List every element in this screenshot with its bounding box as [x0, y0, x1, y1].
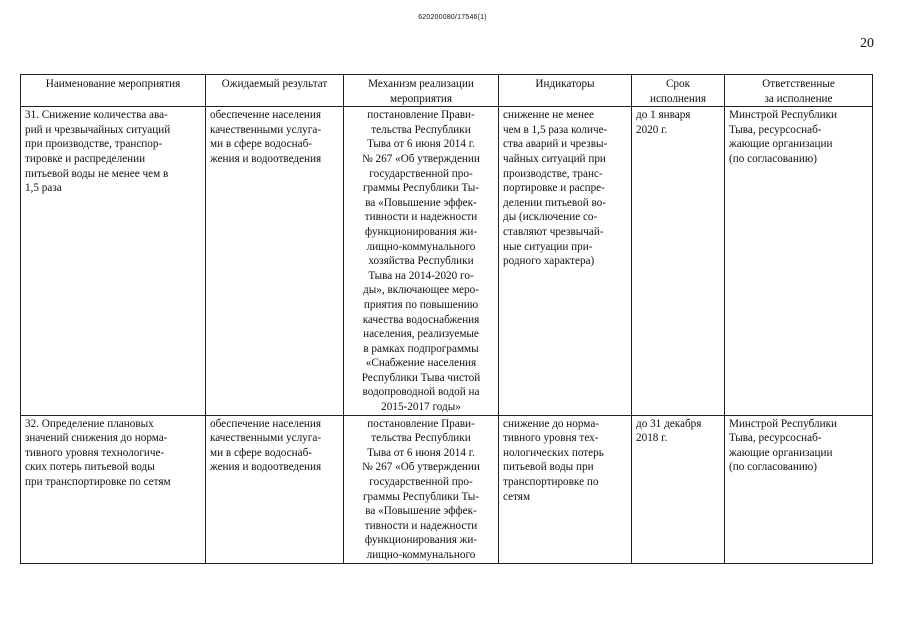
cell-responsible: Минстрой Республики Тыва, ресурсоснаб- жающие организации (по согласованию)	[725, 415, 873, 563]
header-responsible: Ответственные за исполнение	[725, 75, 873, 107]
cell-result: обеспечение населения качественными услуга- ми в сфере водоснаб- жения и водоотведения	[206, 107, 344, 415]
cell-deadline: до 31 декабря 2018 г.	[632, 415, 725, 563]
header-mechanism: Механизм реализации мероприятия	[344, 75, 499, 107]
cell-deadline: до 1 января 2020 г.	[632, 107, 725, 415]
table-header-row	[21, 75, 873, 107]
header-result: Ожидаемый результат	[206, 75, 344, 107]
document-id: 620200080/17546(1)	[418, 14, 487, 21]
measures-table	[20, 74, 873, 564]
cell-mechanism: постановление Прави- тельства Республики Тыва от 6 июня 2014 г. № 267 «Об утверждении государственной про- граммы Республики Ты- ва «Повышение эффек- тивности и надежности функционирования жи- лищно-коммунального	[344, 415, 499, 563]
cell-event: 32. Определение плановых значений снижения до норма- тивного уровня технологиче- ских потерь питьевой воды при транспортировке по сетям	[21, 415, 206, 563]
cell-indicators: снижение до норма- тивного уровня тех- нологических потерь питьевой воды при транспортировке по сетям	[499, 415, 632, 563]
cell-responsible: Минстрой Республики Тыва, ресурсоснаб- жающие организации (по согласованию)	[725, 107, 873, 415]
header-indicators: Индикаторы	[499, 75, 632, 107]
table-row	[21, 107, 873, 415]
cell-indicators: снижение не менее чем в 1,5 раза количе- ства аварий и чрезвы- чайных ситуаций при производстве, транс- портировке и распре- делении питьевой во- ды (исключение со- ставляют чрезвычай- ные ситуации при- родного характера)	[499, 107, 632, 415]
header-deadline: Срок исполнения	[632, 75, 725, 107]
cell-result: обеспечение населения качественными услуга- ми в сфере водоснаб- жения и водоотведения	[206, 415, 344, 563]
header-event: Наименование мероприятия	[21, 75, 206, 107]
page-number: 20	[860, 36, 874, 51]
table-row	[21, 415, 873, 563]
cell-mechanism: постановление Прави- тельства Республики Тыва от 6 июня 2014 г. № 267 «Об утверждении государственной про- граммы Республики Ты- ва «Повышение эффек- тивности и надежности функционирования жи- лищно-коммунального хозяйства Республики Тыва на 2014-2020 го- ды», включающее меро- приятия по повышению качества водоснабжения населения, реализуемые в рамках подпрограммы «Снабжение населения Республики Тыва чистой водопроводной водой на 2015-2017 годы»	[344, 107, 499, 415]
cell-event: 31. Снижение количества ава- рий и чрезвычайных ситуаций при производстве, транспор- тировке и распределении питьевой воды не менее чем в 1,5 раза	[21, 107, 206, 415]
